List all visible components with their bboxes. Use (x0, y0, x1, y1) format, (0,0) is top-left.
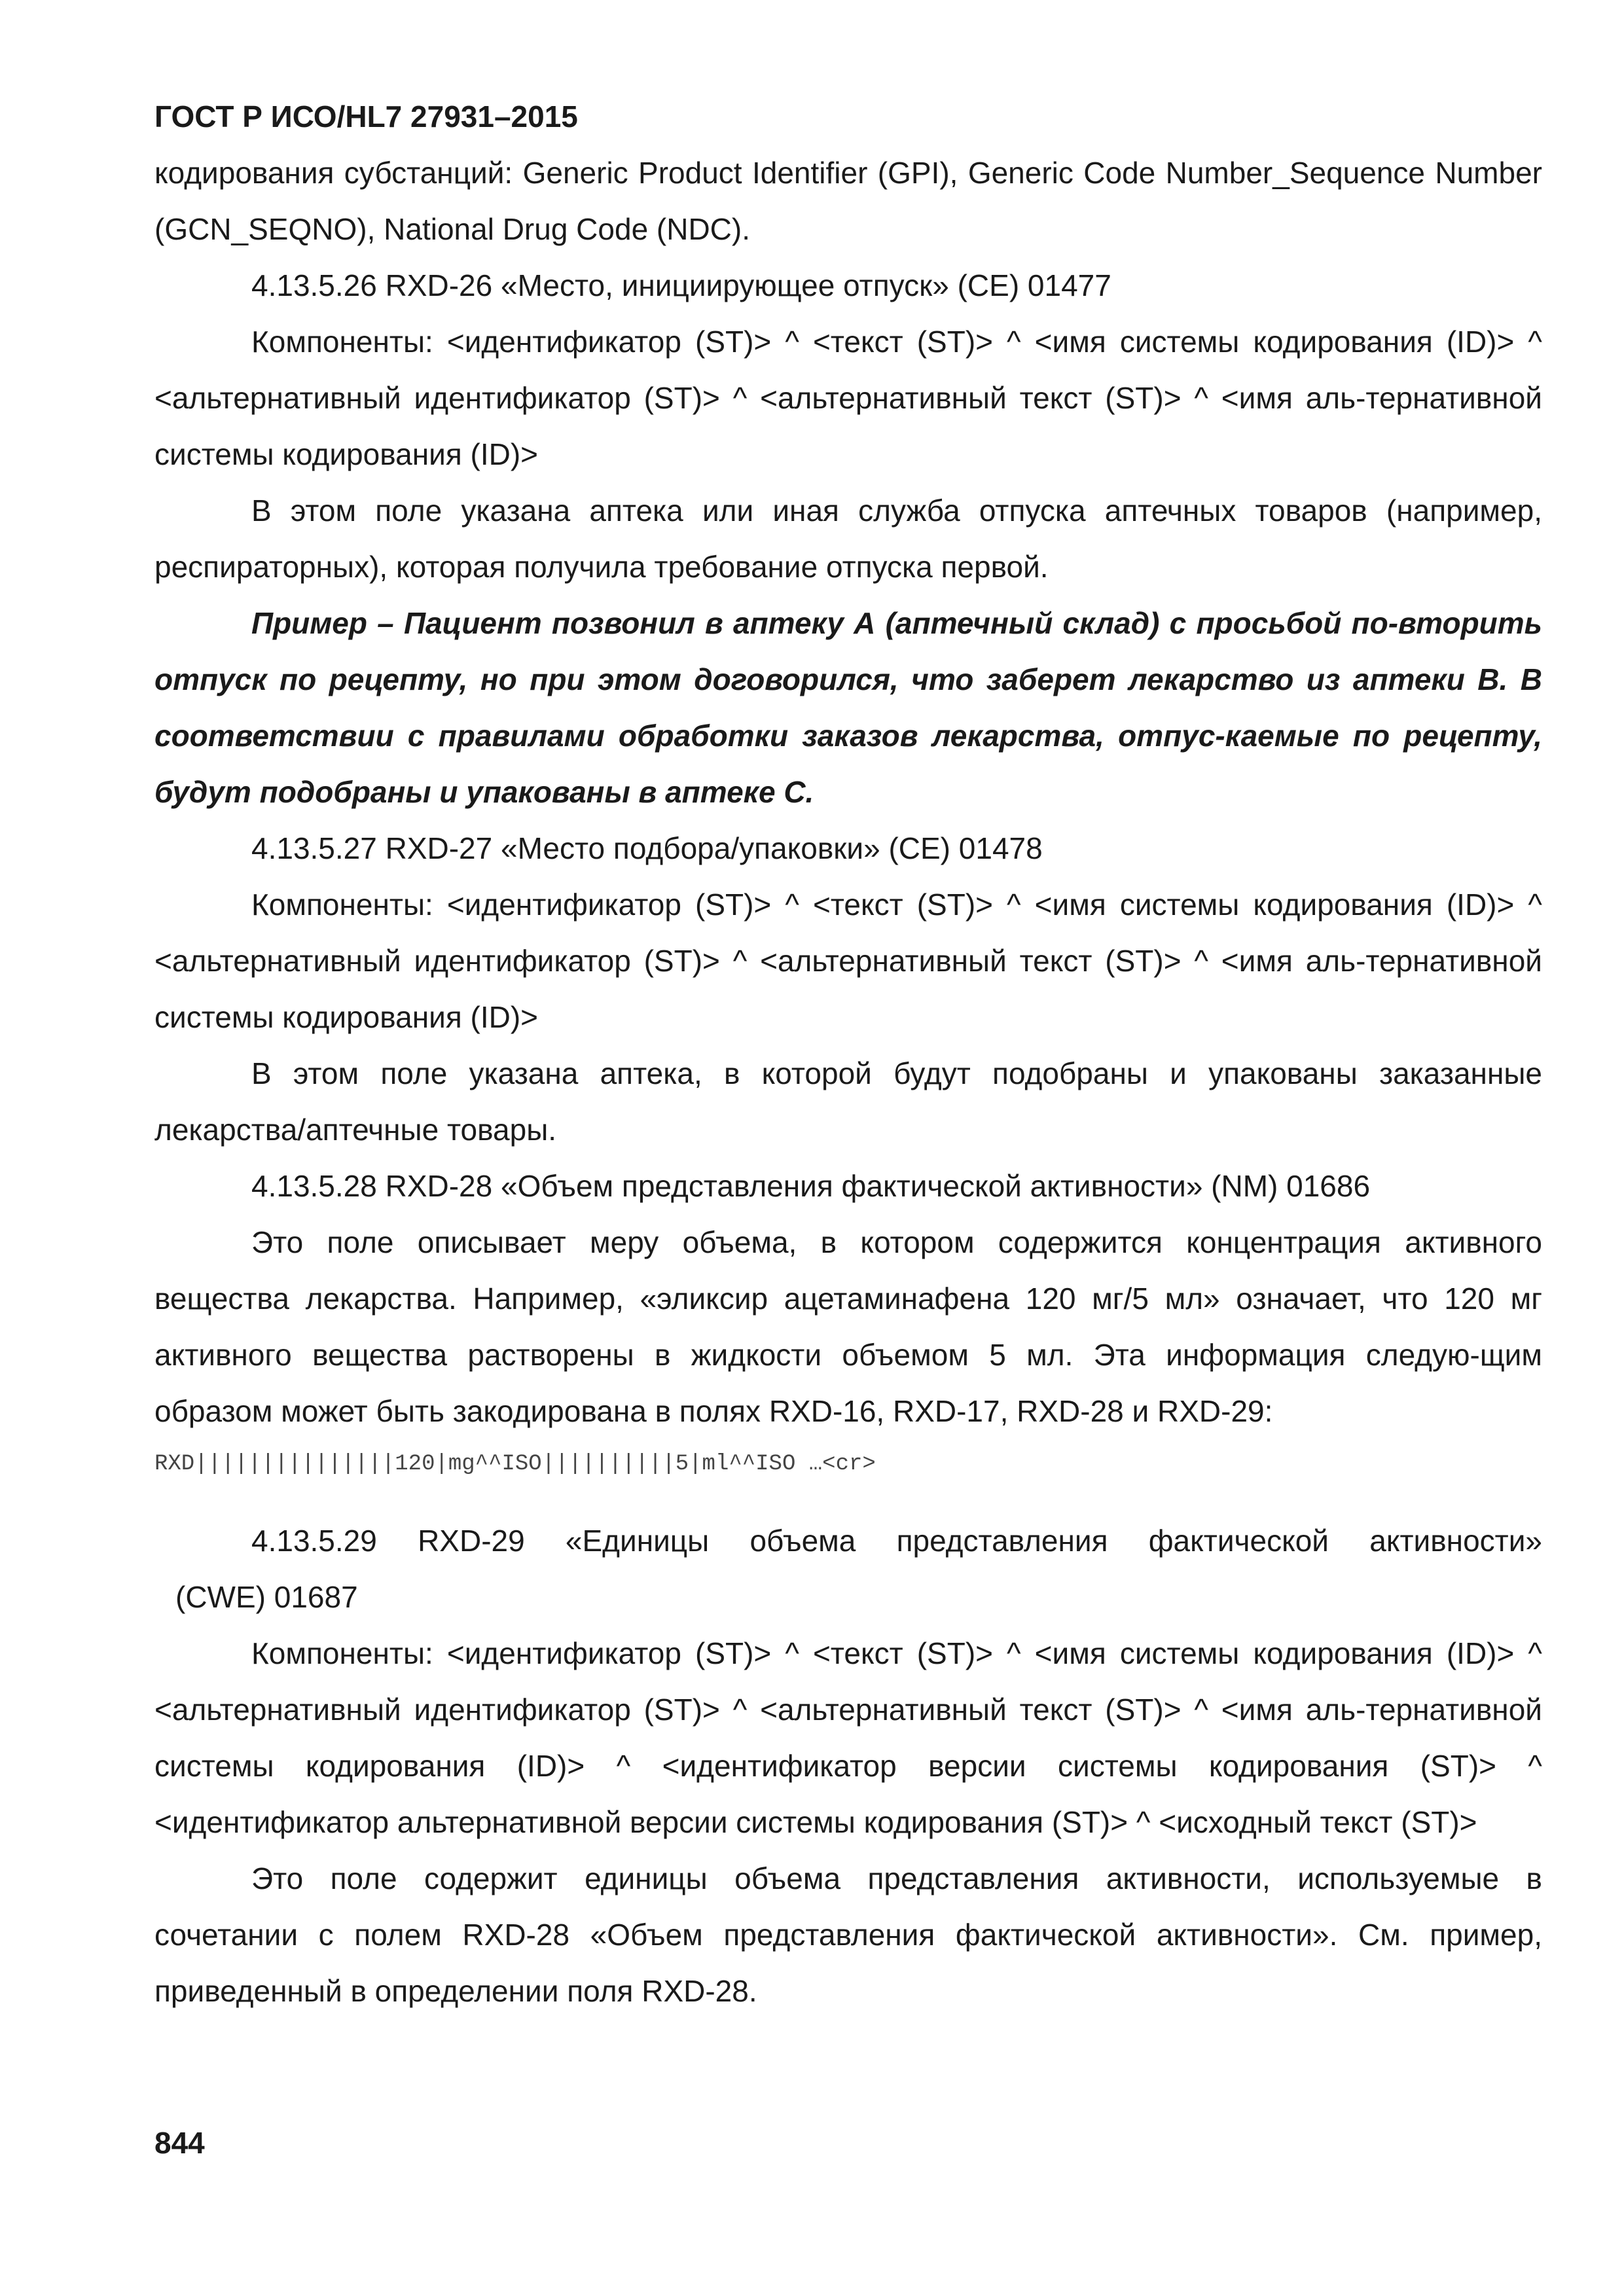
code-example: RXD|||||||||||||||120|mg^^ISO||||||||||5|ml^^ISO …<cr> (154, 1452, 876, 1477)
paragraph-continuation: кодирования субстанций: Generic Product Identifier (GPI), Generic Code Number_Sequence Number (GCN_SEQNO), National Drug Code (NDC). (154, 156, 1542, 246)
section-heading-rxd-27: 4.13.5.27 RXD-27 «Место подбора/упаковки» (CE) 01478 (251, 831, 1043, 865)
section-heading-rxd-28: 4.13.5.28 RXD-28 «Объем представления фактической активности» (NM) 01686 (251, 1169, 1371, 1203)
components-paragraph: Компоненты: <идентификатор (ST)> ^ <текст (ST)> ^ <имя системы кодирования (ID)> ^ <альтернативный идентификатор (ST)> ^ <альтернативный текст (ST)> ^ <имя аль-тернативной системы кодирования (ID)> ^ <идентификатор версии системы кодирования (ST)> ^ <идентификатор альтернативной версии системы кодирования (ST)> ^ <исходный текст (ST)> (154, 1636, 1542, 1839)
example-note: Пример – Пациент позвонил в аптеку А (аптечный склад) с просьбой по-вторить отпуск по рецепту, но при этом договорился, что заберет лекарство из аптеки В. В соответствии с правилами обработки заказов лекарства, отпус-каемые по рецепту, будут подобраны и упакованы в аптеке С. (154, 606, 1542, 809)
description-paragraph: В этом поле указана аптека или иная служба отпуска аптечных товаров (например, респираторных), которая получила требование отпуска первой. (154, 493, 1542, 584)
description-paragraph: Это поле описывает меру объема, в котором содержится концентрация активного вещества лекарства. Например, «эликсир ацетаминафена 120 мг/5 мл» означает, что 120 мг активного вещества растворены в жидкости объемом 5 мл. Эта информация следую-щим образом может быть закодирована в полях RXD-16, RXD-17, RXD-28 и RXD-29: (154, 1225, 1542, 1428)
description-paragraph: Это поле содержит единицы объема представления активности, используемые в сочетании с полем RXD-28 «Объем представления фактической активности». См. пример, приведенный в определении поля RXD-28. (154, 1861, 1542, 2008)
description-paragraph: В этом поле указана аптека, в которой будут подобраны и упакованы заказанные лекарства/аптечные товары. (154, 1056, 1542, 1147)
document-header: ГОСТ Р ИСО/HL7 27931–2015 (154, 99, 578, 134)
components-paragraph: Компоненты: <идентификатор (ST)> ^ <текст (ST)> ^ <имя системы кодирования (ID)> ^ <альтернативный идентификатор (ST)> ^ <альтернативный текст (ST)> ^ <имя аль-тернативной системы кодирования (ID)> (154, 888, 1542, 1034)
section-heading-rxd-26: 4.13.5.26 RXD-26 «Место, инициирующее отпуск» (CE) 01477 (251, 268, 1111, 302)
document-body (154, 145, 1542, 2019)
page-number: 844 (154, 2126, 205, 2160)
section-heading-rxd-29-continuation: (CWE) 01687 (175, 1580, 358, 1614)
section-heading-rxd-29: 4.13.5.29 RXD-29 «Единицы объема представления фактической активности» (251, 1524, 1542, 1558)
components-paragraph: Компоненты: <идентификатор (ST)> ^ <текст (ST)> ^ <имя системы кодирования (ID)> ^ <альтернативный идентификатор (ST)> ^ <альтернативный текст (ST)> ^ <имя аль-тернативной системы кодирования (ID)> (154, 325, 1542, 471)
